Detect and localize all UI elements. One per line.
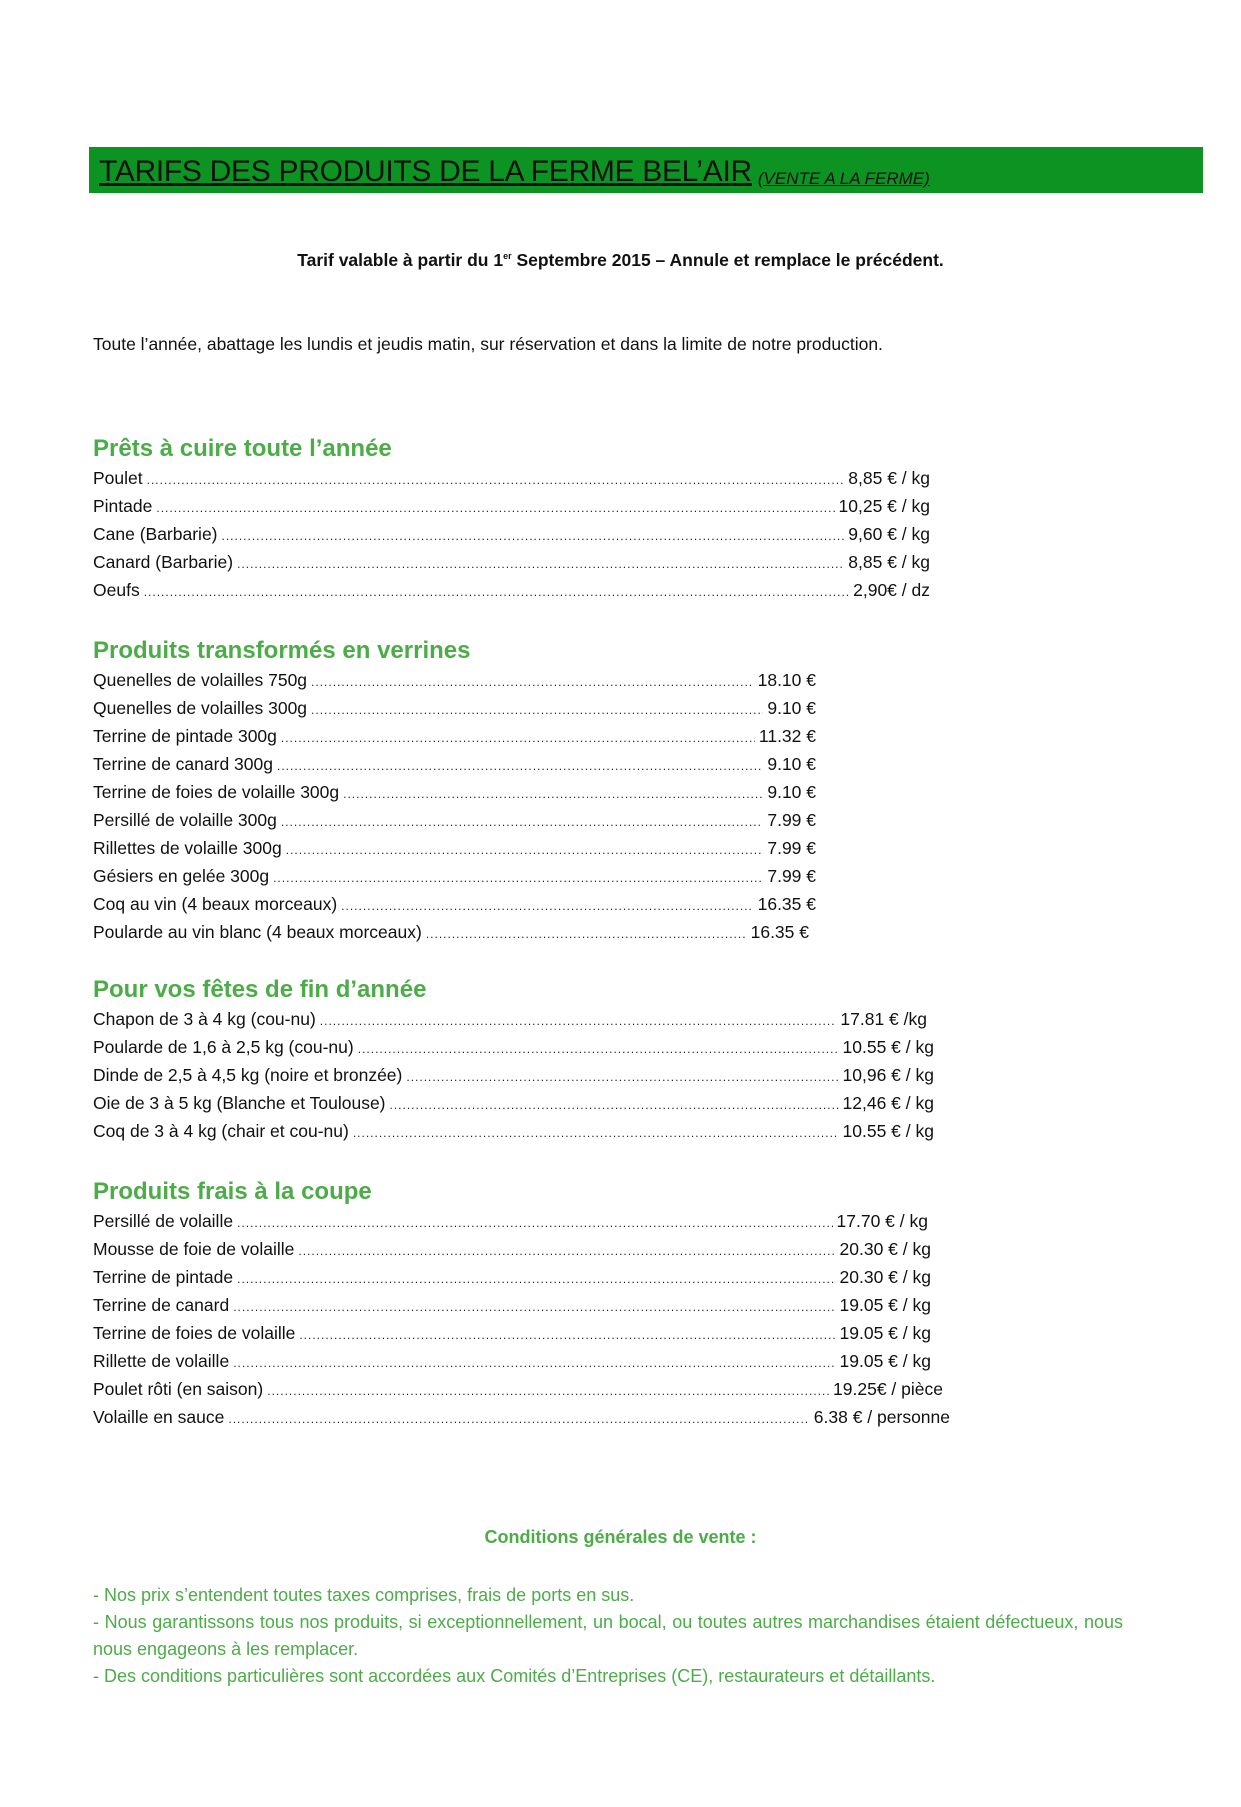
section-title: Produits frais à la coupe	[93, 1178, 372, 1205]
price-row	[93, 754, 816, 782]
dot-leader	[281, 815, 763, 829]
price-row	[93, 670, 816, 698]
item-price: 19.05 € / kg	[839, 1323, 931, 1343]
condition-line: - Des conditions particulières sont accordées aux Comités d’Entreprises (CE), restaurateurs et détaillants.	[93, 1666, 936, 1686]
dot-leader	[277, 759, 763, 773]
item-name: Terrine de canard 300g	[93, 754, 273, 774]
item-price: 7.99 €	[767, 838, 816, 858]
validity-superscript: er	[503, 251, 512, 262]
dot-leader	[156, 501, 834, 515]
item-name: Poulet rôti (en saison)	[93, 1379, 264, 1399]
dot-leader	[343, 787, 763, 801]
price-row	[93, 838, 816, 866]
dot-leader	[353, 1126, 839, 1140]
dot-leader	[426, 927, 747, 941]
item-name: Terrine de pintade 300g	[93, 726, 277, 746]
conditions-title: Conditions générales de vente :	[484, 1527, 757, 1547]
validity-text-end: Septembre 2015 – Annule et remplace le précédent.	[511, 250, 944, 270]
item-name: Pintade	[93, 496, 153, 516]
item-price: 19.05 € / kg	[839, 1295, 931, 1315]
item-name: Terrine de pintade	[93, 1267, 234, 1287]
dot-leader	[233, 1356, 835, 1370]
section-title: Produits transformés en verrines	[93, 637, 471, 664]
item-name: Poulet	[93, 468, 143, 488]
item-name: Chapon de 3 à 4 kg (cou-nu)	[93, 1009, 316, 1029]
section-verrines	[93, 636, 816, 950]
dot-leader	[281, 731, 755, 745]
item-price: 16.35 €	[757, 894, 816, 914]
item-price: 6.38 € / personne	[813, 1407, 950, 1427]
price-row	[93, 580, 930, 608]
item-name: Persillé de volaille	[93, 1211, 234, 1231]
item-price: 8,85 € / kg	[848, 468, 930, 488]
item-price: 7.99 €	[767, 866, 816, 886]
item-name: Rillettes de volaille 300g	[93, 838, 282, 858]
item-price: 20.30 € / kg	[839, 1239, 931, 1259]
item-name: Rillette de volaille	[93, 1351, 230, 1371]
item-price: 7.99 €	[767, 810, 816, 830]
price-row	[93, 1065, 934, 1093]
page-title: TARIFS DES PRODUITS DE LA FERME BEL’AIR	[99, 155, 752, 188]
condition-line: - Nous garantissons tous nos produits, si exceptionnellement, un bocal, ou toutes autres marchandises étaient défectueux, nous nous engageons à les remplacer.	[93, 1612, 1123, 1659]
price-row	[93, 1121, 934, 1149]
price-row	[93, 496, 930, 524]
item-price: 9.10 €	[767, 782, 816, 802]
item-name: Terrine de canard	[93, 1295, 230, 1315]
price-row	[93, 552, 930, 580]
condition-line: - Nos prix s’entendent toutes taxes comprises, frais de ports en sus.	[93, 1585, 635, 1605]
item-name: Volaille en sauce	[93, 1407, 225, 1427]
item-name: Cane (Barbarie)	[93, 524, 218, 544]
item-price: 12,46 € / kg	[842, 1093, 934, 1113]
intro-paragraph: Toute l’année, abattage les lundis et jeudis matin, sur réservation et dans la limite de notre production.	[93, 334, 883, 354]
section-frais-coupe	[93, 1177, 950, 1435]
item-price: 19.25€ / pièce	[833, 1379, 943, 1399]
dot-leader	[222, 529, 845, 543]
item-name: Poularde au vin blanc (4 beaux morceaux)	[93, 922, 422, 942]
dot-leader	[267, 1384, 829, 1398]
item-price: 10,96 € / kg	[842, 1065, 934, 1085]
dot-leader	[228, 1412, 809, 1426]
item-price: 10,25 € / kg	[838, 496, 930, 516]
item-price: 9,60 € / kg	[848, 524, 930, 544]
item-name: Mousse de foie de volaille	[93, 1239, 295, 1259]
dot-leader	[311, 675, 754, 689]
price-row	[93, 1351, 931, 1379]
section-pret-a-cuire	[93, 434, 930, 608]
item-price: 10.55 € / kg	[842, 1037, 934, 1057]
validity-text-start: Tarif valable à partir du 1	[297, 250, 504, 270]
price-row	[93, 894, 816, 922]
price-row	[93, 524, 930, 552]
price-row	[93, 1037, 934, 1065]
item-name: Persillé de volaille 300g	[93, 810, 277, 830]
dot-leader	[273, 871, 763, 885]
price-row	[93, 810, 816, 838]
item-price: 11.32 €	[758, 726, 816, 746]
item-name: Terrine de foies de volaille 300g	[93, 782, 340, 802]
price-row	[93, 1323, 931, 1351]
dot-leader	[147, 473, 845, 487]
item-name: Quenelles de volailles 750g	[93, 670, 308, 690]
dot-leader	[286, 843, 764, 857]
item-name: Oeufs	[93, 580, 140, 600]
price-row	[93, 1379, 943, 1407]
dot-leader	[237, 1216, 832, 1230]
price-row	[93, 1295, 931, 1323]
item-name: Oie de 3 à 5 kg (Blanche et Toulouse)	[93, 1093, 386, 1113]
item-name: Coq au vin (4 beaux morceaux)	[93, 894, 338, 914]
item-price: 8,85 € / kg	[848, 552, 930, 572]
dot-leader	[390, 1098, 839, 1112]
price-row	[93, 1211, 928, 1239]
page-subtitle: (VENTE A LA FERME)	[757, 169, 930, 188]
section-title: Prêts à cuire toute l’année	[93, 435, 392, 462]
item-price: 9.10 €	[767, 698, 816, 718]
item-price: 2,90€ / dz	[853, 580, 930, 600]
section-fetes-fin-annee	[93, 975, 934, 1149]
price-row	[93, 468, 930, 496]
dot-leader	[298, 1244, 835, 1258]
dot-leader	[233, 1300, 835, 1314]
dot-leader	[311, 703, 763, 717]
item-price: 20.30 € / kg	[839, 1267, 931, 1287]
item-name: Gésiers en gelée 300g	[93, 866, 270, 886]
dot-leader	[237, 557, 844, 571]
item-price: 10.55 € / kg	[842, 1121, 934, 1141]
item-price: 17.70 € / kg	[836, 1211, 928, 1231]
dot-leader	[341, 899, 753, 913]
item-name: Dinde de 2,5 à 4,5 kg (noire et bronzée)	[93, 1065, 403, 1085]
price-row	[93, 1239, 931, 1267]
dot-leader	[144, 585, 849, 599]
price-row	[93, 1009, 927, 1037]
section-title: Pour vos fêtes de fin d’année	[93, 976, 427, 1003]
item-name: Coq de 3 à 4 kg (chair et cou-nu)	[93, 1121, 349, 1141]
item-price: 16.35 €	[750, 922, 809, 942]
price-row	[93, 1267, 931, 1295]
item-name: Terrine de foies de volaille	[93, 1323, 296, 1343]
conditions-list	[93, 1582, 1123, 1690]
price-row	[93, 1407, 950, 1435]
item-name: Poularde de 1,6 à 2,5 kg (cou-nu)	[93, 1037, 354, 1057]
item-price: 17.81 € /kg	[840, 1009, 927, 1029]
item-name: Quenelles de volailles 300g	[93, 698, 308, 718]
dot-leader	[299, 1328, 835, 1342]
item-price: 18.10 €	[757, 670, 816, 690]
price-row	[93, 1093, 934, 1121]
item-price: 19.05 € / kg	[839, 1351, 931, 1371]
dot-leader	[358, 1042, 839, 1056]
price-row	[93, 866, 816, 894]
validity-notice	[0, 250, 1241, 271]
price-row	[93, 922, 809, 950]
price-row	[93, 726, 816, 754]
dot-leader	[406, 1070, 838, 1084]
price-row	[93, 782, 816, 810]
dot-leader	[237, 1272, 835, 1286]
price-row	[93, 698, 816, 726]
item-price: 9.10 €	[767, 754, 816, 774]
item-name: Canard (Barbarie)	[93, 552, 234, 572]
title-banner	[89, 147, 1203, 193]
dot-leader	[320, 1014, 837, 1028]
